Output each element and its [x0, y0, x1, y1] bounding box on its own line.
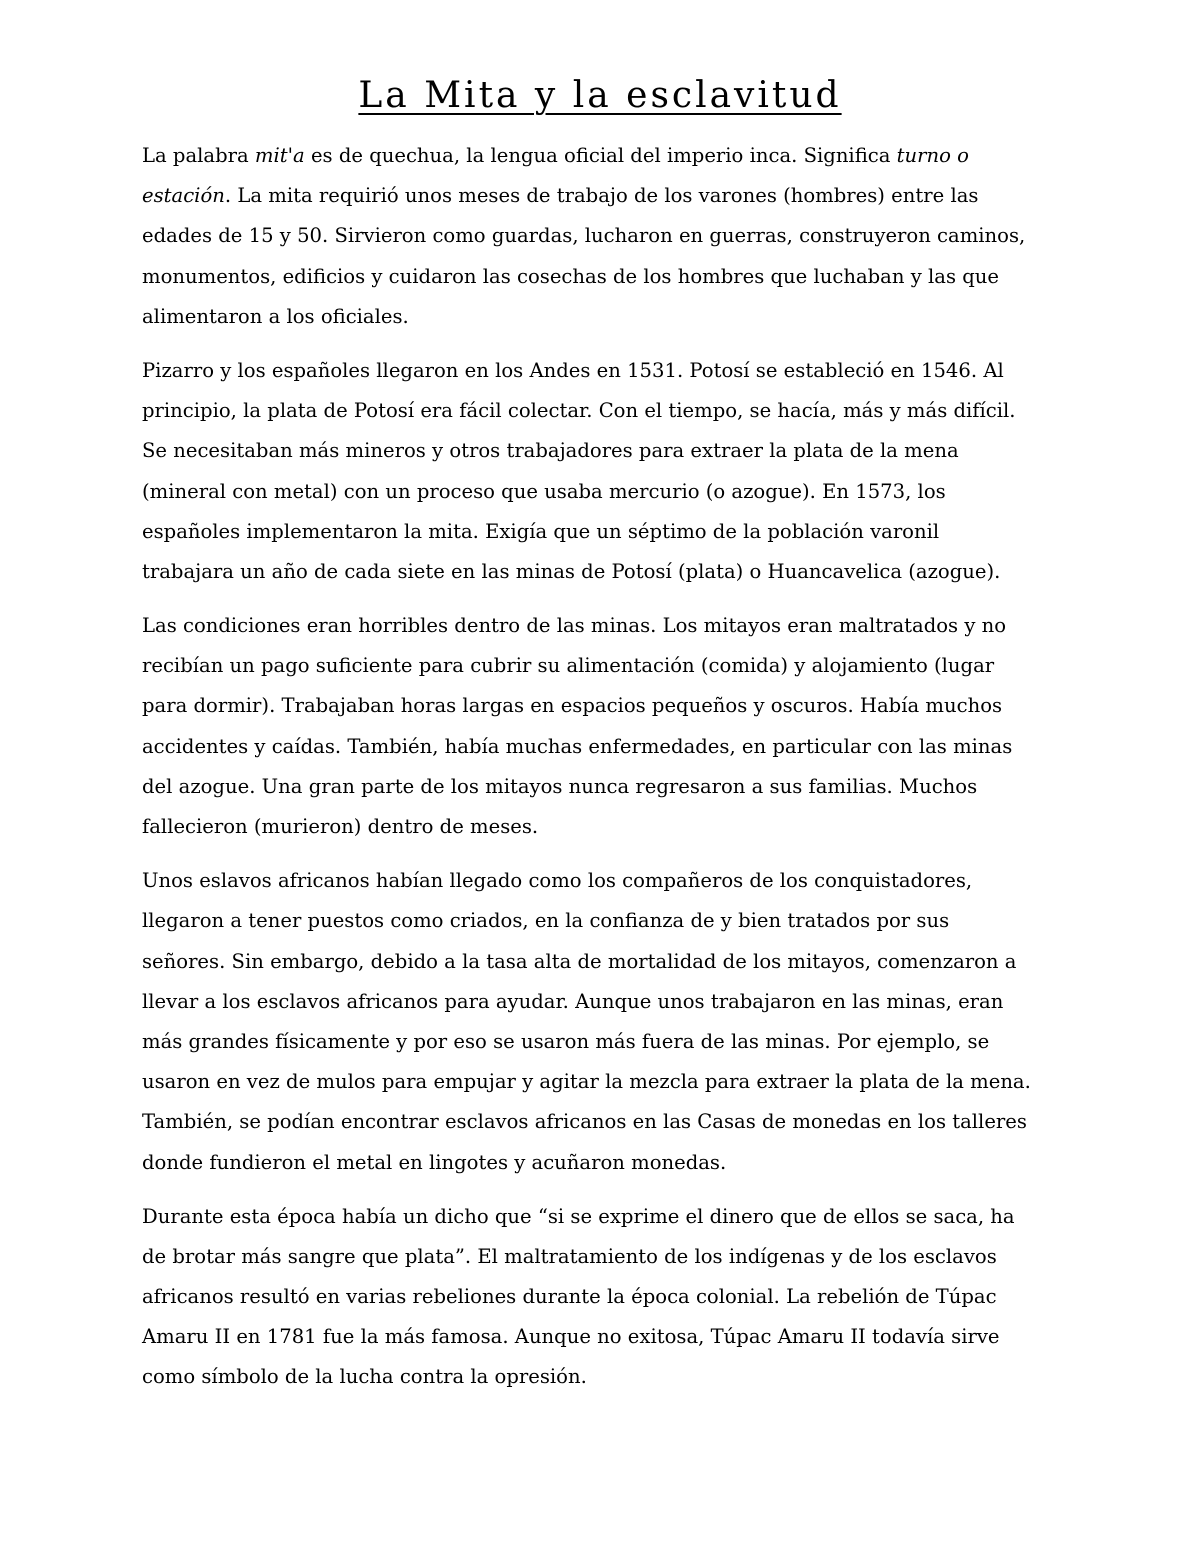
paragraph-line: [142, 1102, 1062, 1142]
text-run: (mineral con metal) con un proceso que usaba mercurio (o azogue). En 1573, los: [142, 479, 946, 503]
text-run: como símbolo de la lucha contra la opresión.: [142, 1365, 587, 1389]
text-run: Se necesitaban más mineros y otros trabajadores para extraer la plata de la mena: [142, 439, 959, 463]
paragraph-line: [142, 1197, 1062, 1237]
text-run: Amaru II en 1781 fue la más famosa. Aunque no exitosa, Túpac Amaru II todavía sirve: [142, 1325, 1000, 1349]
text-run: del azogue. Una gran parte de los mitayos nunca regresaron a sus familias. Muchos: [142, 774, 978, 798]
paragraph-5: [142, 1197, 1062, 1398]
paragraph-line: [142, 391, 1062, 431]
paragraph-2: [142, 351, 1062, 592]
paragraph-line: [142, 1317, 1062, 1357]
text-run: edades de 15 y 50. Sirvieron como guardas, lucharon en guerras, construyeron caminos,: [142, 224, 1026, 248]
text-run: . La mita requirió unos meses de trabajo de los varones (hombres) entre las: [224, 184, 979, 208]
text-run: trabajara un año de cada siete en las minas de Potosí (plata) o Huancavelica (azogue).: [142, 559, 1001, 583]
document-body: [142, 136, 1062, 1412]
paragraph-line: [142, 136, 1062, 176]
paragraph-line: [142, 472, 1062, 512]
paragraph-line: [142, 176, 1062, 216]
paragraph-1: [142, 136, 1062, 337]
paragraph-line: [142, 901, 1062, 941]
paragraph-line: [142, 257, 1062, 297]
paragraph-line: [142, 216, 1062, 256]
paragraph-line: [142, 861, 1062, 901]
paragraph-line: [142, 982, 1062, 1022]
paragraph-4: [142, 861, 1062, 1183]
text-run: de brotar más sangre que plata”. El maltratamiento de los indígenas y de los esclavos: [142, 1244, 997, 1268]
paragraph-line: [142, 1237, 1062, 1277]
text-run: También, se podían encontrar esclavos africanos en las Casas de monedas en los talleres: [142, 1110, 1027, 1134]
text-run: para dormir). Trabajaban horas largas en espacios pequeños y oscuros. Había muchos: [142, 694, 1003, 718]
text-run: Unos eslavos africanos habían llegado como los compañeros de los conquistadores,: [142, 869, 973, 893]
document-title: [0, 74, 1200, 118]
paragraph-line: [142, 1062, 1062, 1102]
text-run: usaron en vez de mulos para empujar y agitar la mezcla para extraer la plata de la mena.: [142, 1070, 1031, 1094]
text-run: monumentos, edificios y cuidaron las cosechas de los hombres que luchaban y las que: [142, 264, 999, 288]
text-run: es de quechua, la lengua oficial del imperio inca. Significa: [304, 144, 897, 167]
text-run: llegaron a tener puestos como criados, en la confianza de y bien tratados por sus: [142, 909, 950, 933]
paragraph-line: [142, 351, 1062, 391]
text-run: recibían un pago suficiente para cubrir su alimentación (comida) y alojamiento (lugar: [142, 654, 995, 678]
paragraph-line: [142, 512, 1062, 552]
document-title-text: La Mita y la esclavitud: [358, 75, 842, 116]
text-run: más grandes físicamente y por eso se usaron más fuera de las minas. Por ejemplo, se: [142, 1029, 990, 1053]
paragraph-line: [142, 686, 1062, 726]
paragraph-line: [142, 1357, 1062, 1397]
text-run: señores. Sin embargo, debido a la tasa alta de mortalidad de los mitayos, comenzaron a: [142, 949, 1017, 973]
text-run: Pizarro y los españoles llegaron en los Andes en 1531. Potosí se estableció en 1546. Al: [142, 358, 1004, 382]
text-run: La palabra: [142, 144, 255, 167]
text-run: españoles implementaron la mita. Exigía que un séptimo de la población varonil: [142, 519, 940, 543]
text-run: principio, la plata de Potosí era fácil colectar. Con el tiempo, se hacía, más y más difícil.: [142, 399, 1016, 423]
text-run: llevar a los esclavos africanos para ayudar. Aunque unos trabajaron en las minas, eran: [142, 989, 1004, 1013]
text-run: accidentes y caídas. También, había muchas enfermedades, en particular con las minas: [142, 734, 1013, 758]
paragraph-line: [142, 1277, 1062, 1317]
text-run: africanos resultó en varias rebeliones durante la época colonial. La rebelión de Túpac: [142, 1285, 997, 1309]
text-run: alimentaron a los oficiales.: [142, 304, 409, 328]
paragraph-3: [142, 606, 1062, 847]
text-run: Durante esta época había un dicho que “si se exprime el dinero que de ellos se saca, ha: [142, 1204, 1015, 1228]
italic-text: mit'a: [254, 144, 305, 167]
paragraph-line: [142, 297, 1062, 337]
paragraph-line: [142, 646, 1062, 686]
paragraph-line: [142, 606, 1062, 646]
text-run: Las condiciones eran horribles dentro de las minas. Los mitayos eran maltratados y no: [142, 614, 1007, 638]
text-run: donde fundieron el metal en lingotes y acuñaron monedas.: [142, 1150, 727, 1174]
paragraph-line: [142, 431, 1062, 471]
text-run: fallecieron (murieron) dentro de meses.: [142, 815, 539, 838]
italic-text: turno o: [896, 144, 969, 167]
paragraph-line: [142, 552, 1062, 592]
italic-text: estación: [142, 184, 225, 208]
paragraph-line: [142, 767, 1062, 807]
paragraph-line: [142, 1022, 1062, 1062]
paragraph-line: [142, 942, 1062, 982]
paragraph-line: [142, 1143, 1062, 1183]
paragraph-line: [142, 807, 1062, 847]
paragraph-line: [142, 727, 1062, 767]
